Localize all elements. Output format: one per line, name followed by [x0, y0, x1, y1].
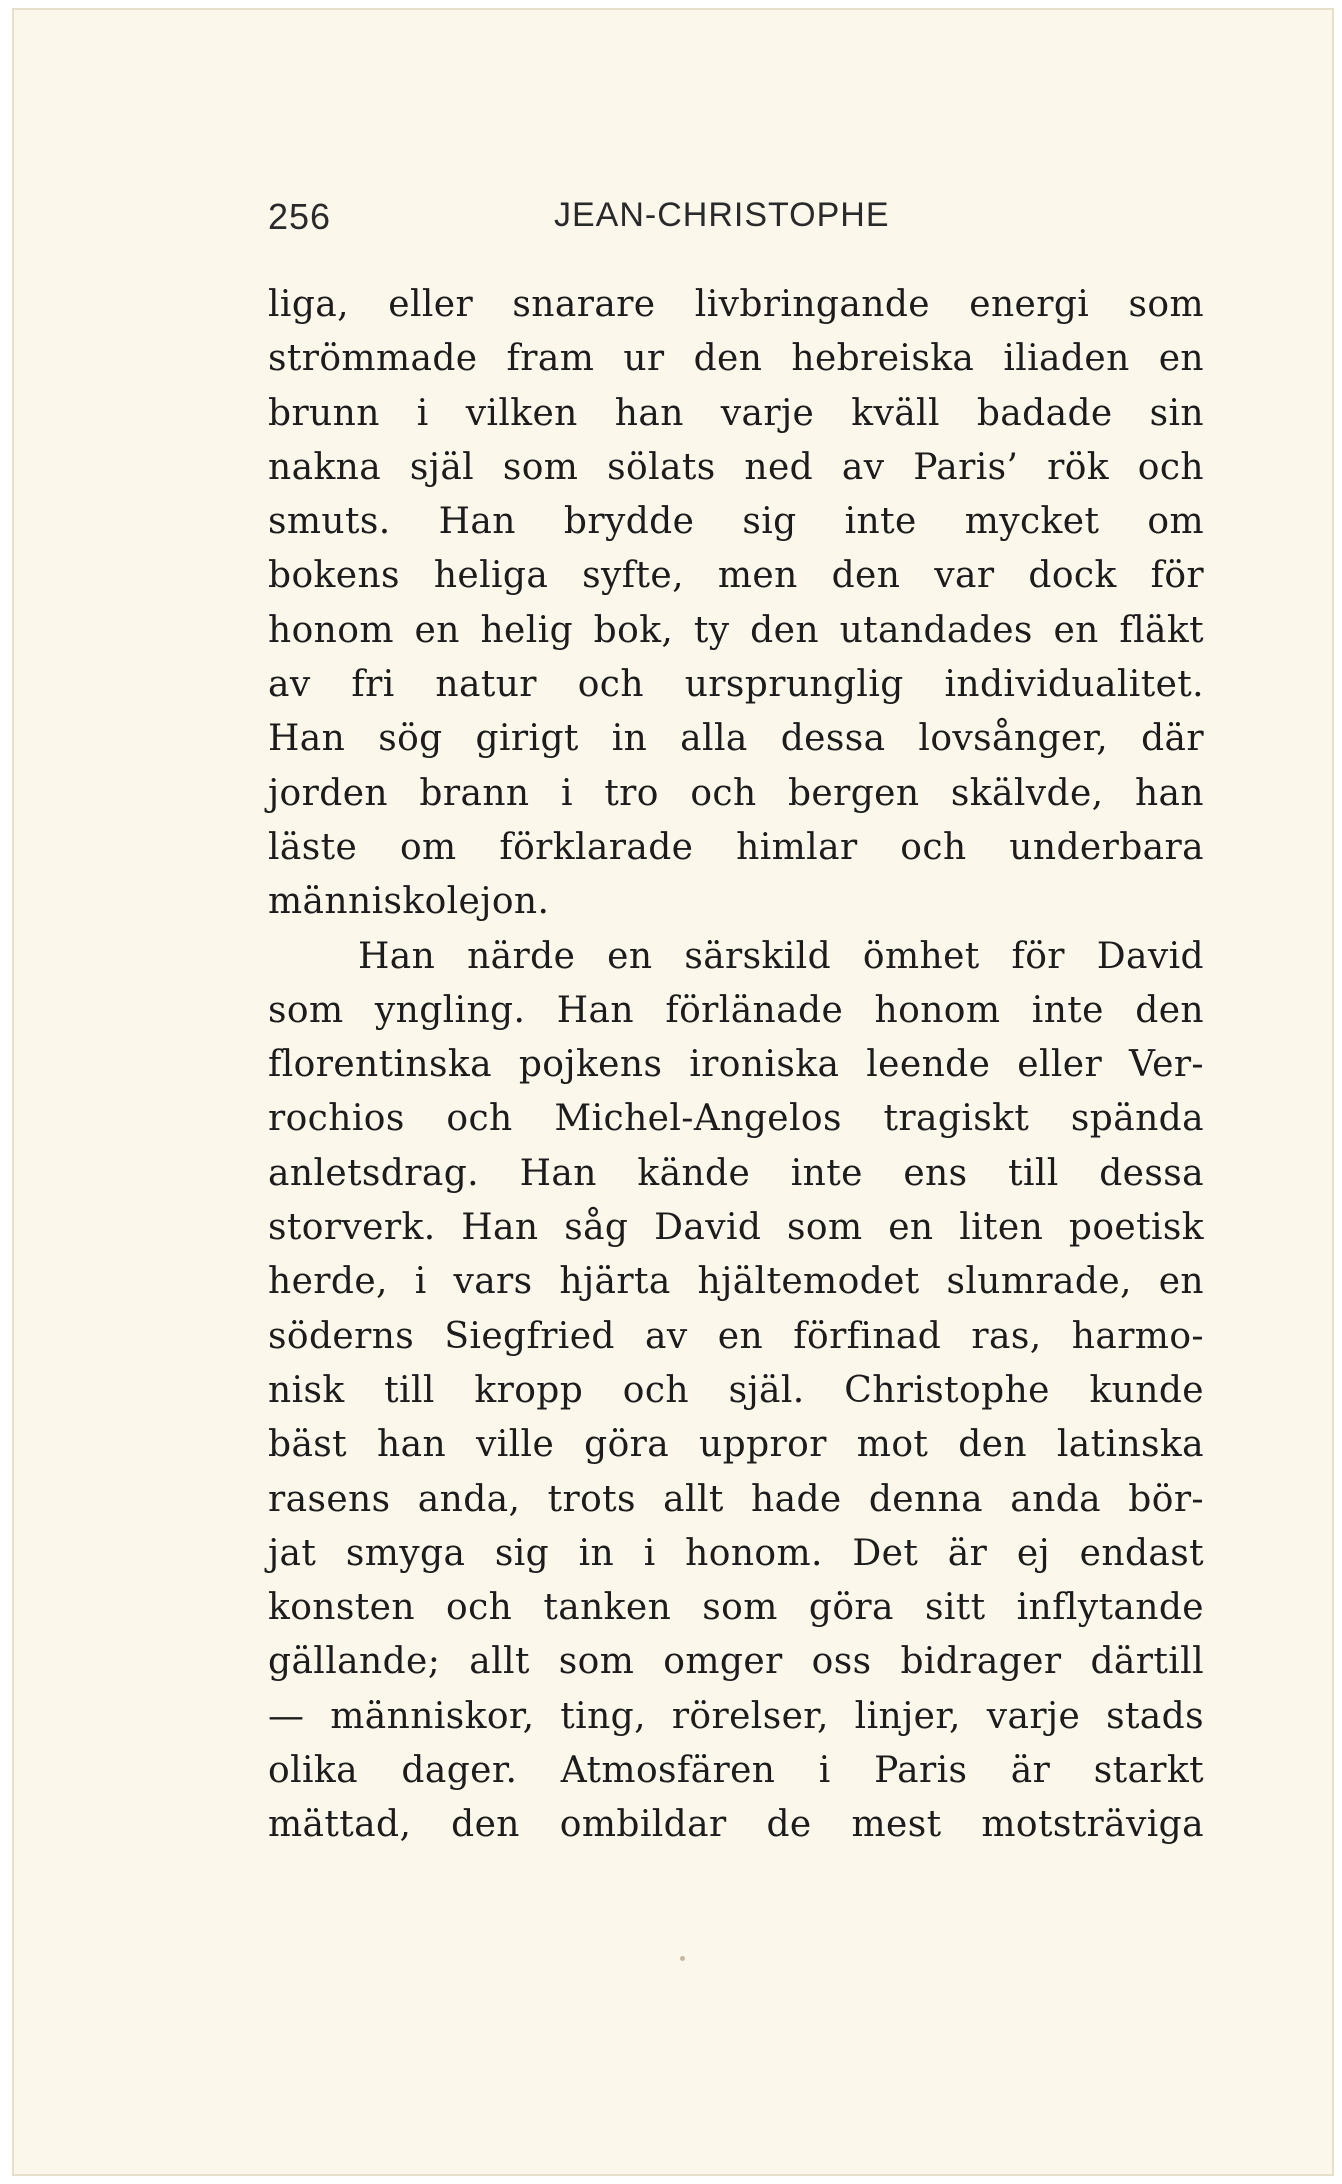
- text-line: liga, eller snarare livbringande energi som: [268, 284, 1204, 325]
- text-line: som yngling. Han förlänade honom inte den: [268, 989, 1204, 1031]
- text-line: konsten och tanken som göra sitt inflytande: [268, 1587, 1204, 1629]
- text-line: florentinska pojkens ironiska leende eller Ver-: [268, 1044, 1204, 1086]
- text-line: nisk till kropp och själ. Christophe kunde: [268, 1369, 1204, 1411]
- text-line: läste om förklarade himlar och underbara: [268, 826, 1204, 868]
- text-line: herde, i vars hjärta hjältemodet slumrade, en: [268, 1261, 1204, 1303]
- text-line: människolejon.: [268, 881, 550, 923]
- text-line: strömmade fram ur den hebreiska iliaden en: [268, 338, 1204, 380]
- running-title: JEAN-CHRISTOPHE: [554, 196, 890, 234]
- text-line: jorden brann i tro och bergen skälvde, han: [268, 772, 1204, 814]
- text-line: nakna själ som sölats ned av Paris’ rök och: [268, 446, 1204, 488]
- text-line: storverk. Han såg David som en liten poetisk: [268, 1207, 1204, 1249]
- text-line: olika dager. Atmosfären i Paris är starkt: [268, 1750, 1204, 1792]
- text-line: gällande; allt som omger oss bidrager därtill: [268, 1641, 1204, 1683]
- text-line: jat smyga sig in i honom. Det är ej endast: [268, 1532, 1204, 1574]
- text-line: av fri natur och ursprunglig individualitet.: [268, 664, 1204, 706]
- text-line: anletsdrag. Han kände inte ens till dessa: [268, 1152, 1204, 1194]
- text-line: söderns Siegfried av en förfinad ras, harmo-: [268, 1315, 1204, 1357]
- text-line: rasens anda, trots allt hade denna anda bör-: [268, 1478, 1204, 1520]
- text-line: smuts. Han brydde sig inte mycket om: [268, 501, 1204, 543]
- text-line: honom en helig bok, ty den utandades en fläkt: [268, 609, 1204, 651]
- paper-speck: [680, 1956, 685, 1961]
- body-text: [268, 278, 1204, 1853]
- page-header: [268, 196, 1204, 256]
- text-line: rochios och Michel-Angelos tragiskt spända: [268, 1098, 1204, 1140]
- text-line: — människor, ting, rörelser, linjer, varje stads: [268, 1695, 1204, 1737]
- text-line: Han närde en särskild ömhet för David: [358, 935, 1204, 977]
- text-line: brunn i vilken han varje kväll badade sin: [268, 392, 1204, 434]
- page-number: 256: [268, 196, 332, 237]
- text-line: Han sög girigt in alla dessa lovsånger, där: [268, 718, 1204, 760]
- text-line: mättad, den ombildar de mest motsträviga: [268, 1804, 1204, 1846]
- text-line: bäst han ville göra uppror mot den latinska: [268, 1424, 1204, 1466]
- text-line: bokens heliga syfte, men den var dock för: [268, 555, 1204, 597]
